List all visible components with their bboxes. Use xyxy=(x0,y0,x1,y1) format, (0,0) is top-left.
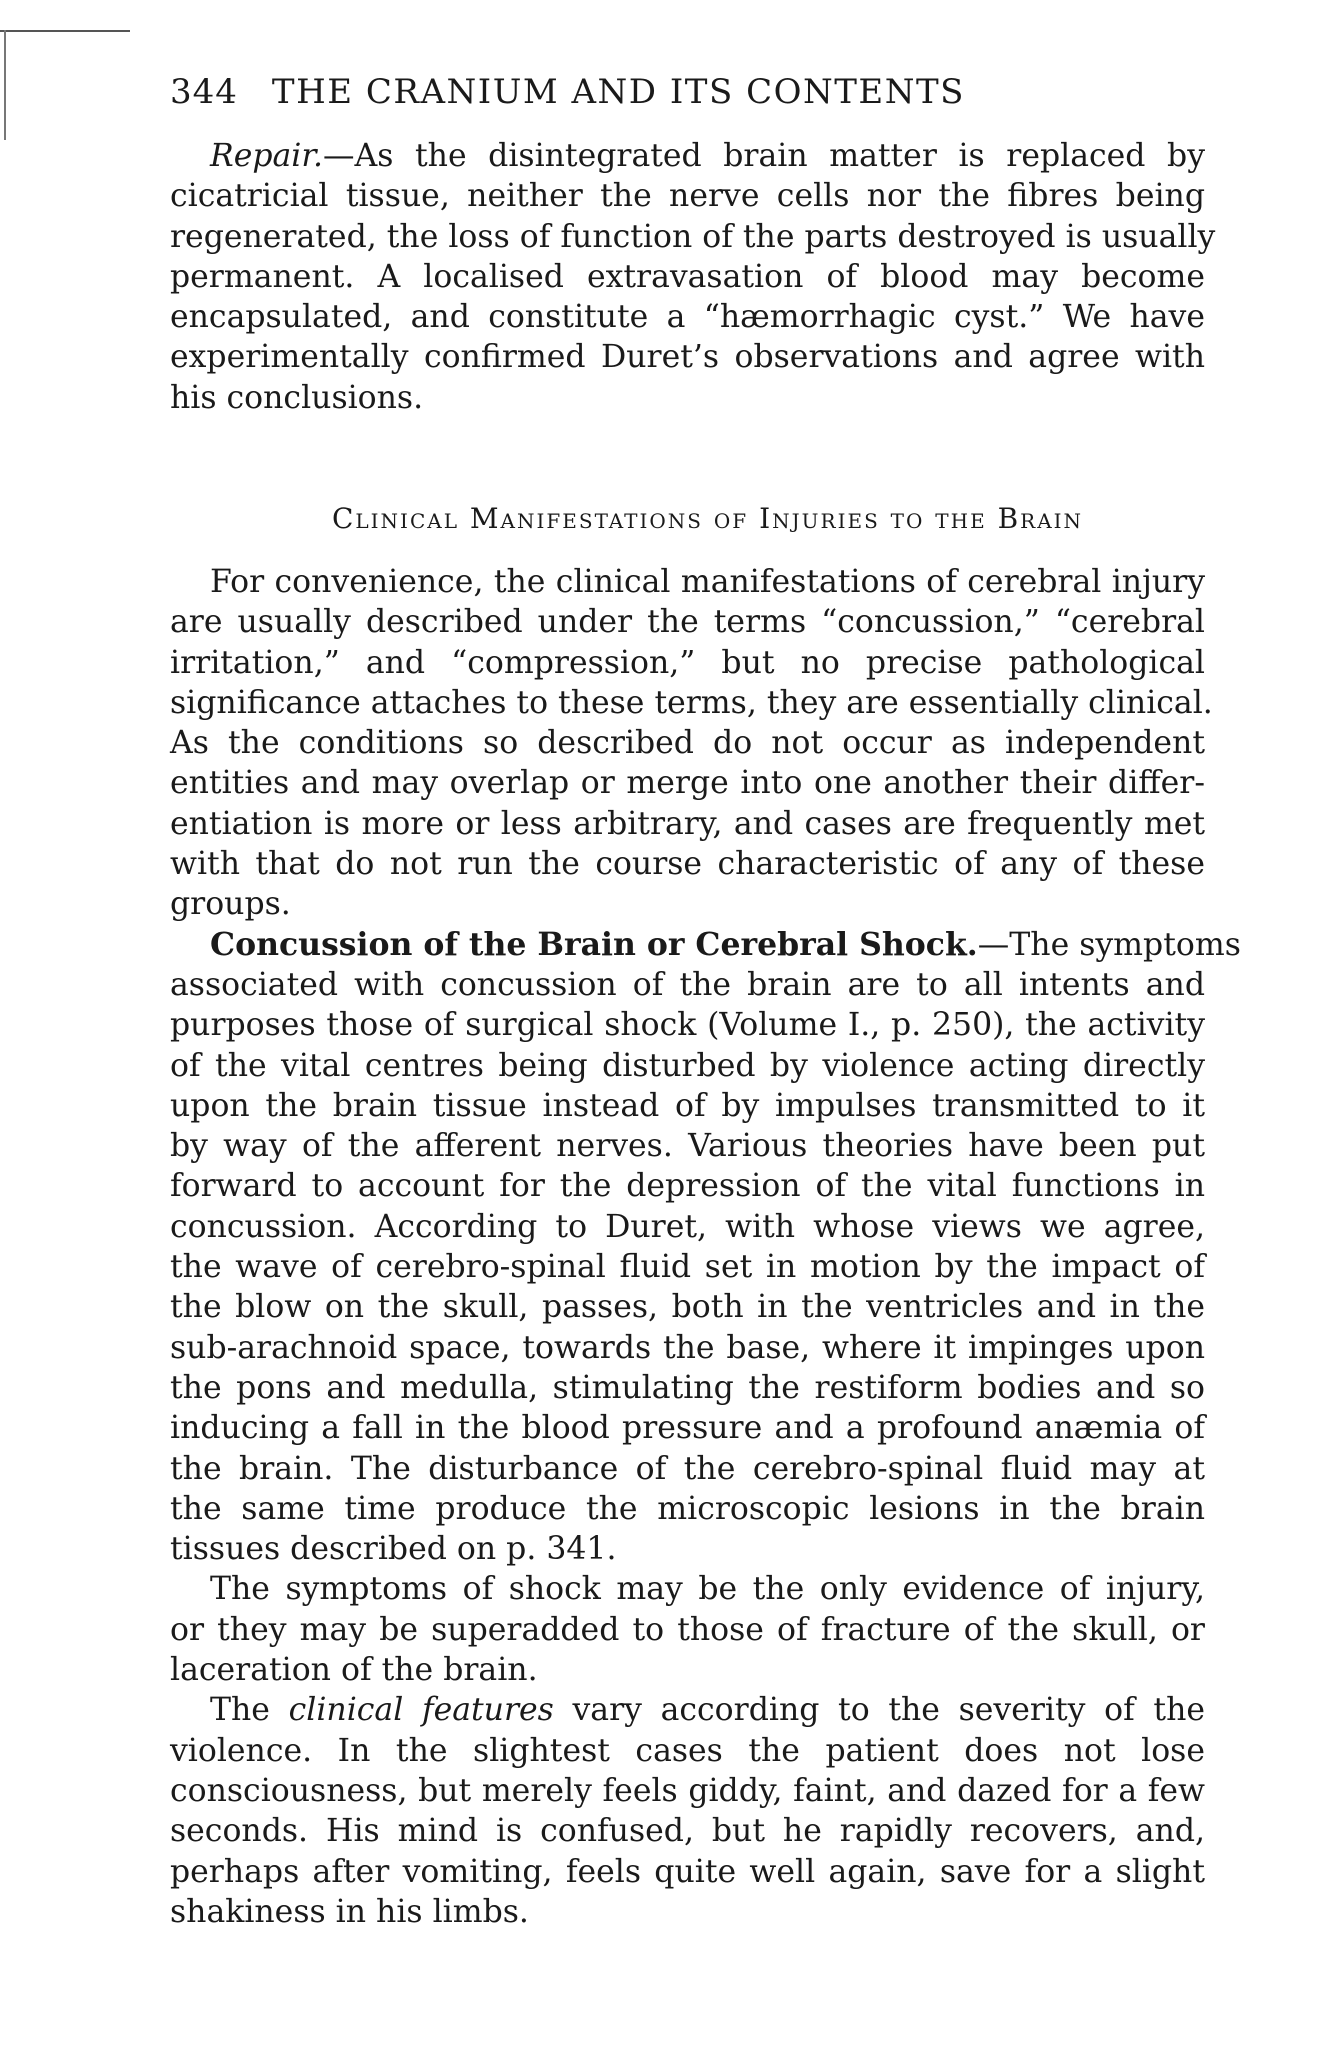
paragraph-line: consciousness, but merely feels giddy, faint, and dazed for a few xyxy=(170,1772,1205,1809)
paragraph-line: perhaps after vomiting, feels quite well again, save for a slight xyxy=(170,1853,1205,1890)
book-page xyxy=(170,72,1241,1930)
shock-paragraph xyxy=(170,1569,1205,1690)
paragraph-line: Concussion of the Brain or Cerebral Shock.—The symptoms xyxy=(210,925,1241,963)
paragraph-line: shakiness in his limbs. xyxy=(170,1893,529,1930)
paragraph-line: are usually described under the terms “concussion,” “cerebral xyxy=(170,604,1205,641)
clinical-features-emphasis: clinical features xyxy=(288,1692,554,1729)
crop-mark-vertical xyxy=(4,30,6,140)
concussion-paragraph xyxy=(170,925,1241,1570)
paragraph-line: associated with concussion of the brain are to all intents and xyxy=(170,966,1205,1003)
paragraph-line: the same time produce the microscopic lesions in the brain xyxy=(170,1490,1205,1527)
paragraph-line: seconds. His mind is confused, but he rapidly recovers, and, xyxy=(170,1813,1205,1850)
paragraph-line: tissues described on p. 341. xyxy=(170,1531,617,1568)
clinical-text xyxy=(170,562,1241,1932)
paragraph-line: encapsulated, and constitute a “hæmorrhagic cyst.” We have xyxy=(170,299,1205,336)
paragraph-line: For convenience, the clinical manifestations of cerebral injury xyxy=(210,564,1205,600)
paragraph-line: cicatricial tissue, neither the nerve cells nor the fibres being xyxy=(170,178,1205,215)
paragraph-line: the pons and medulla, stimulating the restiform bodies and so xyxy=(170,1369,1205,1406)
paragraph-line: experimentally confirmed Duret’s observations and agree with xyxy=(170,339,1205,376)
paragraph-line: the brain. The disturbance of the cerebro-spinal fluid may at xyxy=(170,1450,1205,1487)
paragraph-line: by way of the afferent nerves. Various theories have been put xyxy=(170,1128,1205,1165)
repair-lead: Repair. xyxy=(210,138,323,174)
paragraph-line: concussion. According to Duret, with whose views we agree, xyxy=(170,1208,1205,1245)
running-title: THE CRANIUM AND ITS CONTENTS xyxy=(271,72,965,112)
paragraph-line: upon the brain tissue instead of by impulses transmitted to it xyxy=(170,1087,1205,1124)
intro-paragraph xyxy=(170,562,1213,925)
paragraph-line: entiation is more or less arbitrary, and cases are frequently met xyxy=(170,805,1205,842)
paragraph-line: The symptoms of shock may be the only evidence of injury, xyxy=(210,1571,1205,1608)
paragraph-line: forward to account for the depression of the vital functions in xyxy=(170,1168,1205,1205)
paragraph-line: As the conditions so described do not occur as independent xyxy=(170,725,1205,762)
section-heading: Clinical Manifestations of Injuries to the Brain xyxy=(331,502,1084,535)
paragraph-line: inducing a fall in the blood pressure and a profound anæmia of xyxy=(170,1410,1205,1447)
repair-paragraph xyxy=(170,136,1216,418)
paragraph-line: of the vital centres being disturbed by violence acting directly xyxy=(170,1047,1205,1084)
running-head xyxy=(170,72,1205,132)
paragraph-line: purposes those of surgical shock (Volume I., p. 250), the activity xyxy=(170,1007,1205,1044)
paragraph-line: sub-arachnoid space, towards the base, where it impinges upon xyxy=(170,1329,1205,1366)
paragraph-line: laceration of the brain. xyxy=(170,1652,538,1689)
crop-mark-horizontal xyxy=(0,30,130,32)
paragraph-line: The clinical features vary according to the severity of the xyxy=(210,1692,1205,1729)
features-paragraph xyxy=(170,1690,1205,1932)
paragraph-line: or they may be superadded to those of fracture of the skull, or xyxy=(170,1611,1205,1648)
paragraph-line: regenerated, the loss of function of the parts destroyed is usually xyxy=(170,218,1216,255)
paragraph-line: irritation,” and “compression,” but no precise pathological xyxy=(170,644,1205,681)
paragraph-line: the wave of cerebro-spinal fluid set in motion by the impact of xyxy=(170,1249,1205,1286)
paragraph-line: entities and may overlap or merge into one another their differ- xyxy=(170,765,1205,802)
paragraph-line: with that do not run the course characteristic of any of these xyxy=(170,846,1205,883)
paragraph-line: groups. xyxy=(170,886,291,923)
paragraph-line: the blow on the skull, passes, both in the ventricles and in the xyxy=(170,1289,1205,1326)
paragraph-line: his conclusions. xyxy=(170,379,424,416)
paragraph-line: violence. In the slightest cases the patient does not lose xyxy=(170,1732,1205,1769)
paragraph-line: permanent. A localised extravasation of blood may become xyxy=(170,258,1205,295)
concussion-heading: Concussion of the Brain or Cerebral Shock. xyxy=(210,925,978,963)
page-number: 344 xyxy=(170,72,238,112)
paragraph-line: Repair.—As the disintegrated brain matter is replaced by xyxy=(210,138,1205,174)
paragraph-line: significance attaches to these terms, they are essentially clinical. xyxy=(170,684,1213,721)
